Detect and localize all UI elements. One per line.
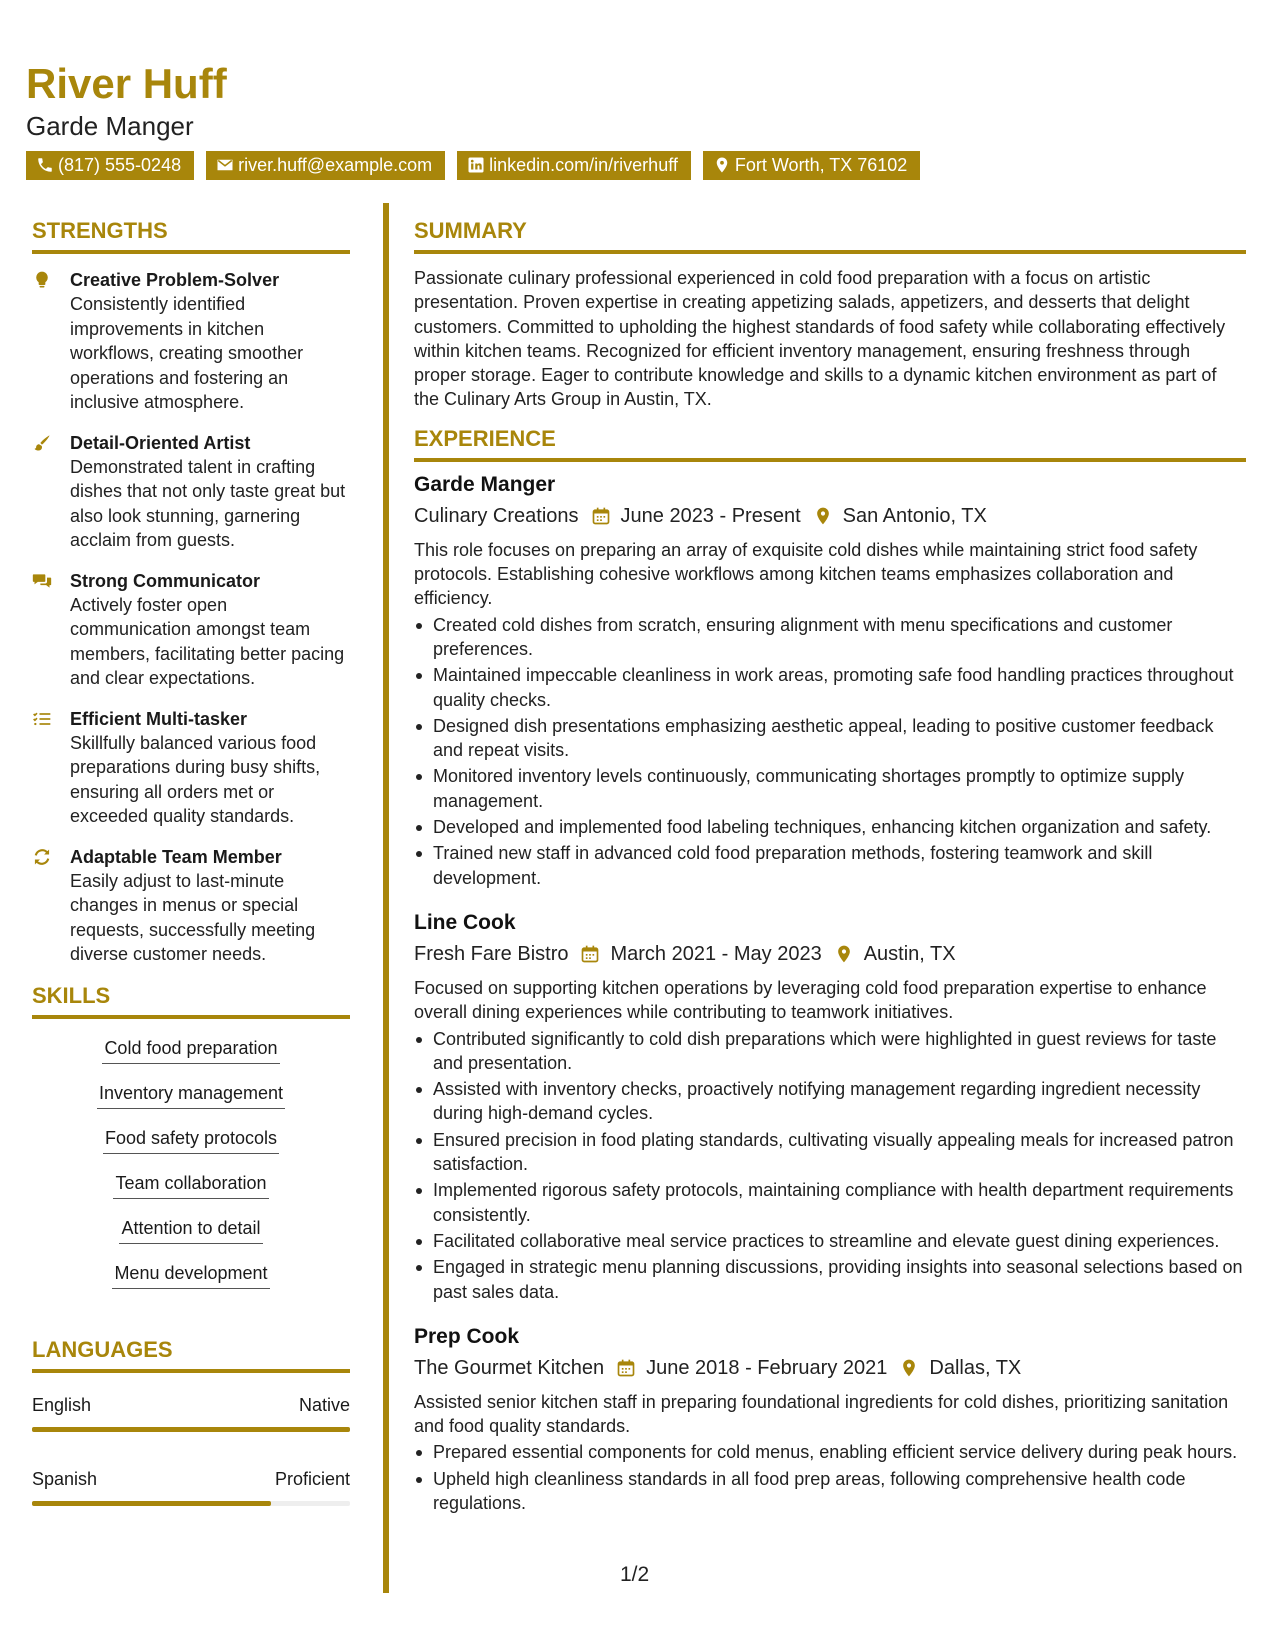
strength-title: Creative Problem-Solver <box>70 270 280 290</box>
left-column <box>32 218 350 1541</box>
languages-list <box>32 1393 350 1506</box>
job-company: Fresh Fare Bistro <box>414 942 569 965</box>
job-bullet: Trained new staff in advanced cold food preparation methods, fostering teamwork and skill development. <box>414 841 1246 890</box>
strength-description: Demonstrated talent in crafting dishes that not only taste great but also look stunning, garnering acclaim from guests. <box>70 456 346 550</box>
strength-item <box>32 431 350 553</box>
contact-linkedin-text: linkedin.com/in/riverhuff <box>489 154 678 175</box>
calendar-icon <box>591 506 611 526</box>
job-location: San Antonio, TX <box>842 504 987 527</box>
strength-item <box>32 707 350 829</box>
job-meta <box>414 1354 1246 1382</box>
job-company: The Gourmet Kitchen <box>414 1356 605 1379</box>
page-number: 1/2 <box>620 1563 650 1586</box>
job-bullet: Created cold dishes from scratch, ensuring alignment with menu specifications and customer preferences. <box>414 613 1246 662</box>
skill-tag: Menu development <box>112 1260 269 1289</box>
location-pin-icon <box>899 1358 919 1378</box>
strength-title: Detail-Oriented Artist <box>70 432 251 453</box>
linkedin-icon <box>467 156 485 174</box>
job-description: Assisted senior kitchen staff in preparing foundational ingredients for cold dishes, prioritizing sanitation and food quality standards. <box>414 1391 1229 1437</box>
lightbulb-icon <box>32 270 52 290</box>
job-dates: June 2018 - February 2021 <box>646 1356 888 1379</box>
job-title: Prep Cook <box>414 1324 520 1348</box>
job-location: Austin, TX <box>863 942 956 965</box>
strength-item <box>32 569 350 691</box>
strength-description: Actively foster open communication amongst team members, facilitating better pacing and clear expectations. <box>70 594 345 688</box>
language-level: Native <box>298 1394 350 1415</box>
language-proficiency-fill <box>32 1501 271 1506</box>
job-dates: March 2021 - May 2023 <box>610 942 822 965</box>
language-proficiency-fill <box>32 1427 350 1432</box>
job-entry <box>414 1324 1246 1515</box>
job-location: Dallas, TX <box>929 1356 1022 1379</box>
job-entry <box>414 910 1246 1304</box>
checklist-icon <box>32 709 52 729</box>
skills-heading: SKILLS <box>32 983 350 1019</box>
location-pin-icon <box>813 506 833 526</box>
paintbrush-icon <box>32 433 52 453</box>
strengths-list <box>32 268 350 967</box>
strength-title: Strong Communicator <box>70 570 261 591</box>
job-bullet: Prepared essential components for cold menus, enabling efficient service delivery during peak hours. <box>414 1440 1246 1464</box>
experience-heading: EXPERIENCE <box>414 426 1246 462</box>
summary-heading: SUMMARY <box>414 218 1246 254</box>
job-company: Culinary Creations <box>414 504 579 527</box>
skill-tag: Cold food preparation <box>102 1035 279 1064</box>
calendar-icon <box>616 1358 636 1378</box>
strengths-heading: STRENGTHS <box>32 218 350 254</box>
job-bullet: Ensured precision in food plating standards, cultivating visually appealing meals for increased patron satisfaction. <box>414 1128 1246 1177</box>
strength-description: Skillfully balanced various food preparations during busy shifts, ensuring all orders met or exceeded quality standards. <box>70 732 321 826</box>
skill-tag: Inventory management <box>97 1080 285 1109</box>
job-bullets <box>414 1440 1246 1515</box>
job-bullet: Designed dish presentations emphasizing aesthetic appeal, leading to positive customer feedback and repeat visits. <box>414 714 1246 763</box>
strength-item <box>32 268 350 415</box>
contact-phone-text: (817) 555-0248 <box>58 154 182 175</box>
candidate-name: River Huff <box>26 60 227 107</box>
job-bullet: Monitored inventory levels continuously, communicating shortages promptly to optimize supply management. <box>414 764 1246 813</box>
contact-bar <box>26 151 1256 180</box>
job-title: Garde Manger <box>414 472 556 496</box>
location-pin-icon <box>834 944 854 964</box>
language-name: English <box>32 1394 92 1415</box>
column-divider <box>383 203 389 1593</box>
job-bullet: Contributed significantly to cold dish preparations which were highlighted in guest reviews for taste and presentation. <box>414 1027 1246 1076</box>
job-description: This role focuses on preparing an array of exquisite cold dishes while maintaining strict food safety protocols. Establishing cohesive workflows among kitchen teams emphasizes collaboration and efficiency. <box>414 539 1198 609</box>
language-proficiency-bar <box>32 1427 350 1432</box>
strength-description: Consistently identified improvements in kitchen workflows, creating smoother operations and fostering an inclusive atmosphere. <box>70 294 304 412</box>
job-bullet: Upheld high cleanliness standards in all food prep areas, following comprehensive health code regulations. <box>414 1467 1246 1516</box>
skills-list <box>32 1035 350 1305</box>
job-bullet: Implemented rigorous safety protocols, maintaining compliance with health department requirements consistently. <box>414 1178 1246 1227</box>
job-bullet: Facilitated collaborative meal service practices to streamline and elevate guest dining experiences. <box>414 1229 1246 1253</box>
strength-description: Easily adjust to last-minute changes in menus or special requests, successfully meeting diverse customer needs. <box>70 870 316 964</box>
strength-title: Efficient Multi-tasker <box>70 708 248 729</box>
contact-location <box>703 151 920 180</box>
skill-tag: Team collaboration <box>113 1170 268 1199</box>
language-item <box>32 1393 350 1432</box>
language-level: Proficient <box>274 1468 350 1489</box>
strength-title: Adaptable Team Member <box>70 846 282 867</box>
right-column <box>414 218 1246 1517</box>
job-title: Line Cook <box>414 910 516 934</box>
job-bullet: Developed and implemented food labeling techniques, enhancing kitchen organization and safety. <box>414 815 1246 839</box>
experience-list <box>414 472 1246 1516</box>
skill-tag: Attention to detail <box>119 1215 262 1244</box>
resume-header <box>26 62 1256 180</box>
contact-phone[interactable] <box>26 151 194 180</box>
contact-location-text: Fort Worth, TX 76102 <box>734 154 908 175</box>
contact-linkedin[interactable] <box>457 151 691 180</box>
language-proficiency-bar <box>32 1501 350 1506</box>
chat-bubbles-icon <box>32 571 52 591</box>
phone-icon <box>36 156 54 174</box>
language-name: Spanish <box>32 1468 98 1489</box>
job-bullet: Engaged in strategic menu planning discussions, providing insights into seasonal selections based on past sales data. <box>414 1255 1246 1304</box>
strength-item <box>32 845 350 967</box>
calendar-icon <box>580 944 600 964</box>
job-meta <box>414 502 1246 530</box>
job-bullets <box>414 613 1246 890</box>
contact-email-text: river.huff@example.com <box>238 154 433 175</box>
envelope-icon <box>216 156 234 174</box>
languages-heading: LANGUAGES <box>32 1337 350 1373</box>
language-item <box>32 1467 350 1506</box>
job-bullet: Assisted with inventory checks, proactively notifying management regarding ingredient necessity during high-demand cycles. <box>414 1077 1246 1126</box>
summary-text: Passionate culinary professional experienced in cold food preparation with a focus on artistic presentation. Proven expertise in creating appetizing salads, appetizers, and desserts that delight customers. Committed to upholding the highest standards of food safety while collaborating effectively within kitchen teams. Recognized for efficient inventory management, ensuring freshness through proper storage. Eager to contribute knowledge and skills to a dynamic kitchen environment as part of the Culinary Arts Group in Austin, TX. <box>414 268 1226 410</box>
skill-tag: Food safety protocols <box>103 1125 279 1154</box>
sync-arrows-icon <box>32 847 52 867</box>
job-dates: June 2023 - Present <box>620 504 801 527</box>
contact-email[interactable] <box>206 151 445 180</box>
location-pin-icon <box>713 156 731 174</box>
job-entry <box>414 472 1246 890</box>
job-description: Focused on supporting kitchen operations by leveraging cold food preparation expertise to enhance overall dining experiences while contributing to teamwork initiatives. <box>414 977 1207 1023</box>
job-meta <box>414 940 1246 968</box>
job-bullets <box>414 1027 1246 1304</box>
job-bullet: Maintained impeccable cleanliness in work areas, promoting safe food handling practices throughout quality checks. <box>414 663 1246 712</box>
candidate-title: Garde Manger <box>26 111 194 142</box>
